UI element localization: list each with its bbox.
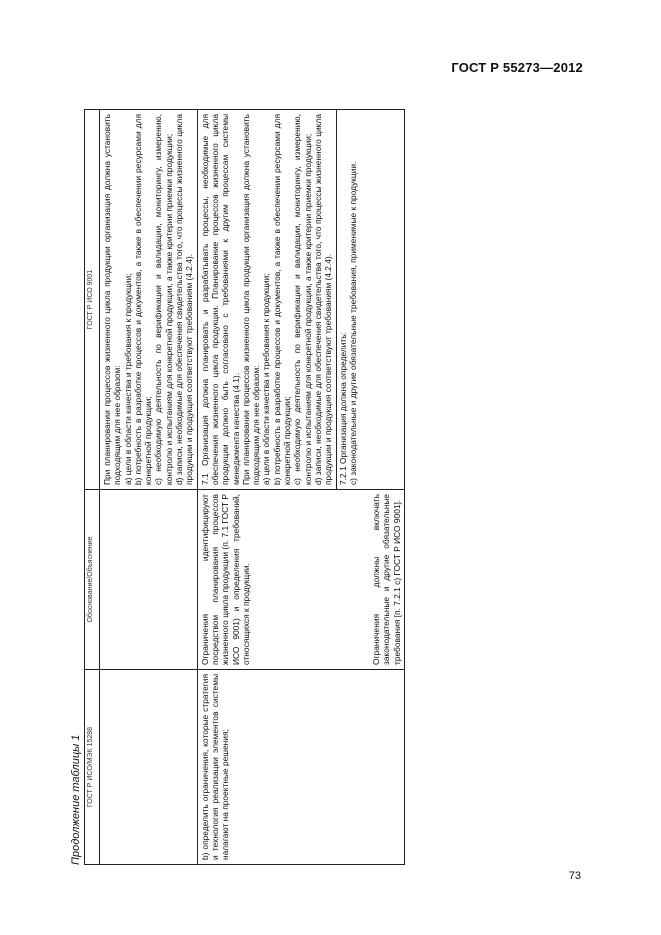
page-number: 73 <box>568 870 581 882</box>
list-item: c) законодательные и другие обязательные требования, применимые к продукции. <box>347 161 358 485</box>
table-header-row <box>85 110 100 865</box>
rotated-table-block <box>70 110 595 865</box>
table-row <box>197 110 404 865</box>
column-header-justification: Обоснование/Объяснение <box>85 490 100 670</box>
paragraph: Ограничения идентифицируют посредством планирования процессов жизненного цикла продукции (п. 7.1 ГОСТ Р ИСО 9001) и определения требований, относящихся к продукции. <box>199 494 251 665</box>
standard-header: ГОСТ Р 55273—2012 <box>451 60 583 75</box>
list-item: d) записи, необходимые для обеспечения свидетельства того, что процессы жизненного цикла продукции и продукция соответствуют требованиям (4.2.4). <box>312 114 334 485</box>
cell-justification <box>197 490 404 670</box>
list-item: b) потребность в разработке процессов и документов, а также в обеспечении ресурсами для конкретной продукции; <box>271 114 293 485</box>
table-continuation-caption: Продолжение таблицы 1 <box>70 734 82 865</box>
list-item: c) необходимую деятельность по верификации и валидации, мониторингу, измерению, контролю и испытаниям для конкретной продукции, а также критерии приемки продукции; <box>292 114 313 485</box>
list-item: а) цели в области качества и требования к продукции; <box>261 273 272 485</box>
cell-iso15288 <box>100 670 198 865</box>
list-item: c) необходимую деятельность по верификации и валидации, мониторингу, измерению, контролю и испытаниям для конкретной продукции, а также критерии приемки продукции; <box>153 114 174 485</box>
list-item: а) цели в области качества и требования к продукции; <box>122 273 133 485</box>
paragraph: Ограничения должны включать законодательные и другие обязательные требования [п. 7.2.1 c) ГОСТ Р ИСО 9001]. <box>371 494 402 665</box>
column-header-iso9001: ГОСТ Р ИСО 9001 <box>85 110 100 490</box>
comparison-table <box>84 109 405 865</box>
cell-iso9001 <box>100 110 198 490</box>
row-divider <box>336 110 337 489</box>
list-item: b) потребность в разработке процессов и документов, а также в обеспечении ресурсами для конкретной продукции; <box>132 114 154 485</box>
cell-iso15288: b) определить ограничения, которые стратегия и технология реализации элементов системы налагают на проектные решения; <box>197 670 404 865</box>
cell-justification <box>100 490 198 670</box>
paragraph: При планировании процессов жизненного цикла продукции организация должна установить подходящим для нее образом: <box>102 114 123 485</box>
paragraph: 7.2.1 Организация должна определить: <box>337 332 348 485</box>
table-row <box>100 110 198 865</box>
column-header-iso15288: ГОСТ Р ИСО/МЭК 15288 <box>85 670 100 865</box>
list-item: d) записи, необходимые для обеспечения свидетельства того, что процессы жизненного цикла продукции и продукция соответствуют требованиям (4.2.4). <box>174 114 195 485</box>
cell-iso9001 <box>197 110 404 490</box>
paragraph: При планировании процессов жизненного цикла продукции организация должна установить подходящим для нее образом: <box>240 114 262 485</box>
paragraph: 7.1 Организация должна планировать и разрабатывать процессы, необходимые для обеспечения жизненного цикла продукции. Планирование процессов жизненного цикла продукции должно быть согласовано с требованиями к другим процессам системы менеджмента качества (4.1). <box>199 114 241 485</box>
